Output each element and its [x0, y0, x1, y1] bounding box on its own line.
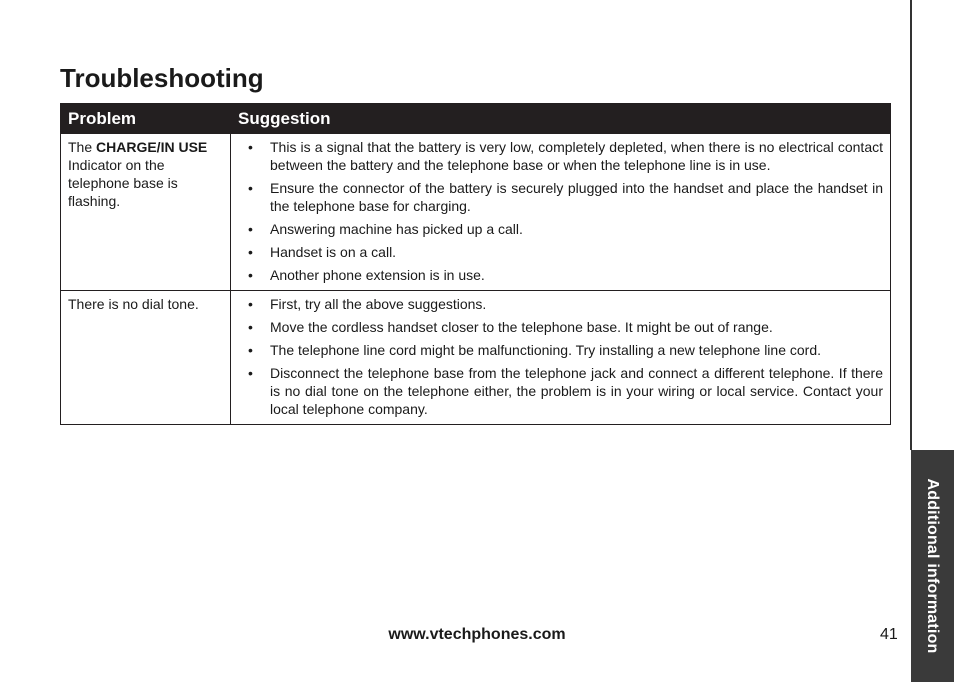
problem-cell [61, 291, 231, 425]
suggestion-item: • This is a signal that the battery is very low, completely depleted, when there is no electrical contact between the battery and the telephone base or when the telephone line is in use. [238, 138, 883, 174]
suggestion-item: • The telephone line cord might be malfunctioning. Try installing a new telephone line cord. [238, 341, 883, 359]
page-title: Troubleshooting [60, 63, 264, 93]
side-divider [910, 0, 912, 450]
suggestion-item: • Disconnect the telephone base from the telephone jack and connect a different telephone. If there is no dial tone on the telephone either, the problem is in your wiring or local service. Contact your local telephone company. [238, 364, 883, 418]
problem-text: The [68, 139, 97, 155]
section-tab-label: Additional information [924, 478, 941, 654]
suggestion-list [238, 138, 883, 284]
table-row [61, 291, 891, 425]
suggestion-item: • Handset is on a call. [238, 243, 883, 261]
suggestion-item: • Answering machine has picked up a call. [238, 220, 883, 238]
page-number: 41 [880, 626, 898, 643]
indicator-name: CHARGE/IN USE [96, 139, 208, 155]
troubleshooting-table [60, 103, 891, 425]
suggestion-item: • First, try all the above suggestions. [238, 295, 883, 313]
suggestion-column-header: Suggestion [231, 104, 891, 134]
problem-cell [61, 134, 231, 291]
suggestion-item: • Another phone extension is in use. [238, 266, 883, 284]
suggestion-cell [231, 134, 891, 291]
suggestion-list [238, 295, 883, 418]
problem-text: There is no dial tone. [68, 296, 199, 312]
section-side-tab [911, 450, 954, 682]
problem-text: Indicator on the telephone base is flashing. [68, 157, 178, 209]
problem-column-header: Problem [61, 104, 231, 134]
table-row [61, 134, 891, 291]
footer-website: www.vtechphones.com [388, 626, 566, 643]
suggestion-item: • Ensure the connector of the battery is securely plugged into the handset and place the handset in the telephone base for charging. [238, 179, 883, 215]
suggestion-item: • Move the cordless handset closer to the telephone base. It might be out of range. [238, 318, 883, 336]
table-header-row [61, 104, 891, 134]
suggestion-cell [231, 291, 891, 425]
